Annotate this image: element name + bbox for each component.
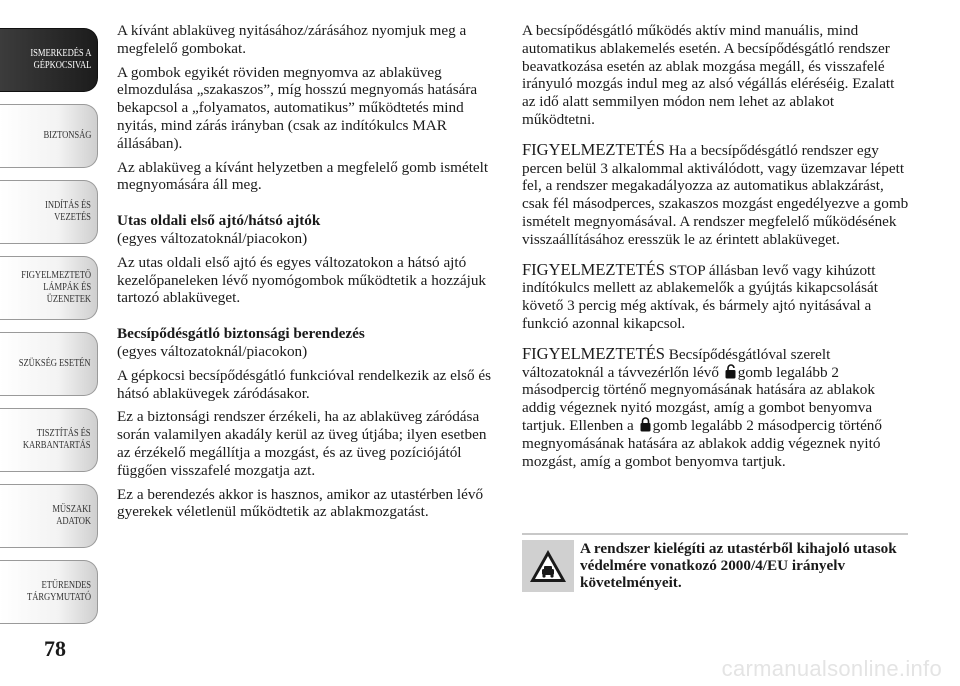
page-number: 78	[44, 636, 66, 661]
section-subheading: (egyes változatoknál/piacokon)	[117, 342, 308, 360]
lock-icon	[640, 417, 651, 432]
tab-label: TISZTÍTÁS ÉS KARBANTARTÁS	[23, 428, 91, 451]
tab-biztonsag[interactable]	[0, 104, 98, 168]
paragraph: Ez a berendezés akkor is hasznos, amikor az utastérben lévő gyerekek véletlenül működtetik az ablakmozgatást.	[117, 485, 484, 521]
tab-label: INDÍTÁS ÉS VEZETÉS	[45, 200, 91, 223]
tab-szukseg[interactable]	[0, 332, 98, 396]
tab-targymutato[interactable]	[0, 560, 98, 624]
tab-ismerkedes[interactable]	[0, 28, 98, 92]
right-column	[522, 22, 910, 476]
tab-label: BIZTONSÁG	[43, 130, 91, 141]
warning-block	[522, 261, 910, 333]
warning-heading: FIGYELMEZTETÉS	[522, 139, 665, 159]
divider	[522, 533, 908, 535]
section-heading: Utas oldali első ajtó/hátsó ajtók	[117, 212, 321, 230]
warning-text: gomb legalább 2 másodpercig történő megnyomásának hatására az ablakok addig végeznek nyitó mozgást, amíg a gombot benyomva tartjuk.	[522, 416, 882, 470]
warning-text: Becsípődésgátlóval szerelt változatoknál a távvezérlőn lévő	[522, 345, 831, 381]
warning-heading: FIGYELMEZTETÉS	[522, 343, 665, 363]
paragraph: Az ablaküveg a kívánt helyzetben a megfelelő gomb ismételt megnyomására áll meg.	[117, 158, 489, 194]
paragraph: A gépkocsi becsípődésgátló funkcióval rendelkezik az első és hátsó ablaküvegek záródásakor.	[117, 366, 492, 402]
unlock-icon	[725, 364, 736, 379]
tab-muszaki[interactable]	[0, 484, 98, 548]
tab-inditas[interactable]	[0, 180, 98, 244]
tab-figyelmezteto[interactable]	[0, 256, 98, 320]
paragraph: Ez a biztonsági rendszer érzékeli, ha az ablaküveg záródása során valamilyen akadály kerül az üveg útjába; ilyen esetben az érzékelő megállítja a mozgást, és az üveg pozíciójától függően visszafelé mozgatja azt.	[117, 408, 487, 479]
paragraph: A becsípődésgátló működés aktív mind manuális, mind automatikus ablakemelés esetén. A becsípődésgátló rendszer beavatkozása esetén az ablak mozgása megáll, és visszafelé irányuló mozgás indul meg az alsó végállás eléréséig. Ezalatt az idő alatt semmilyen módon nem lehet az ablakot működtetni.	[522, 22, 895, 128]
tab-label: MŰSZAKI ADATOK	[52, 504, 91, 527]
section-subheading: (egyes változatoknál/piacokon)	[117, 229, 308, 247]
paragraph: A gombok egyikét röviden megnyomva az ablaküveg elmozdulása „szakaszos”, míg hosszú megnyomás hatására bekapcsol a „folyamatos, automatikus” működtetés mind nyitás, mind zárás irányban (csak az indítókulcs MAR állásában).	[117, 63, 478, 152]
warning-text: gomb legalább 2 másodpercig történő megnyomásának hatására az ablakok addig végeznek nyitó mozgást, amíg a gombot benyomva tartjuk. Ellenben a	[522, 363, 875, 434]
watermark: carmanualsonline.info	[721, 656, 942, 681]
tab-label: FIGYELMEZTETŐ LÁMPÁK ÉS ÜZENETEK	[21, 270, 91, 305]
warning-triangle-icon	[522, 540, 574, 592]
note-text: A rendszer kielégíti az utastérből kihajoló utasok védelmére vonatkozó 2000/4/EU irányelv követelményeit.	[580, 540, 897, 591]
warning-block	[522, 345, 910, 471]
warning-text: STOP állásban levő vagy kihúzott indítókulcs mellett az ablakemelők a gyújtás kikapcsolását követő 3 percig még aktívak, és bármely ajtó nyitásával a funkció azonnal kikapcsol.	[522, 261, 878, 332]
left-column	[117, 22, 497, 527]
tab-label: SZÜKSÉG ESETÉN	[19, 358, 91, 369]
warning-block	[522, 141, 910, 249]
paragraph: Az utas oldali első ajtó és egyes változatokon a hátsó ajtó kezelőpaneleken lévő nyomógombok működtetik a hozzájuk tartozó ablaküveget.	[117, 253, 487, 307]
paragraph: A kívánt ablaküveg nyitásához/zárásához nyomjuk meg a megfelelő gombokat.	[117, 22, 467, 57]
tab-label: ETŰRENDES TÁRGYMUTATÓ	[27, 580, 91, 603]
warning-text: Ha a becsípődésgátló rendszer egy percen belül 3 alkalommal aktiválódott, vagy üzemzavar lépett fel, a rendszer megakadályozza az automatikus ablakzárást, csak fél másodperces, szakaszos mozgást engedélyezve a gomb ismételt megnyomásával. A rendszer megfelelő működésének visszaállításához eresszük le az érintett ablaküveget.	[522, 141, 909, 248]
compliance-note	[522, 540, 912, 592]
section-heading: Becsípődésgátló biztonsági berendezés	[117, 325, 365, 343]
warning-heading: FIGYELMEZTETÉS	[522, 259, 665, 279]
tab-label: ISMERKEDÉS A GÉPKOCSIVAL	[30, 48, 91, 71]
tab-tisztitas[interactable]	[0, 408, 98, 472]
